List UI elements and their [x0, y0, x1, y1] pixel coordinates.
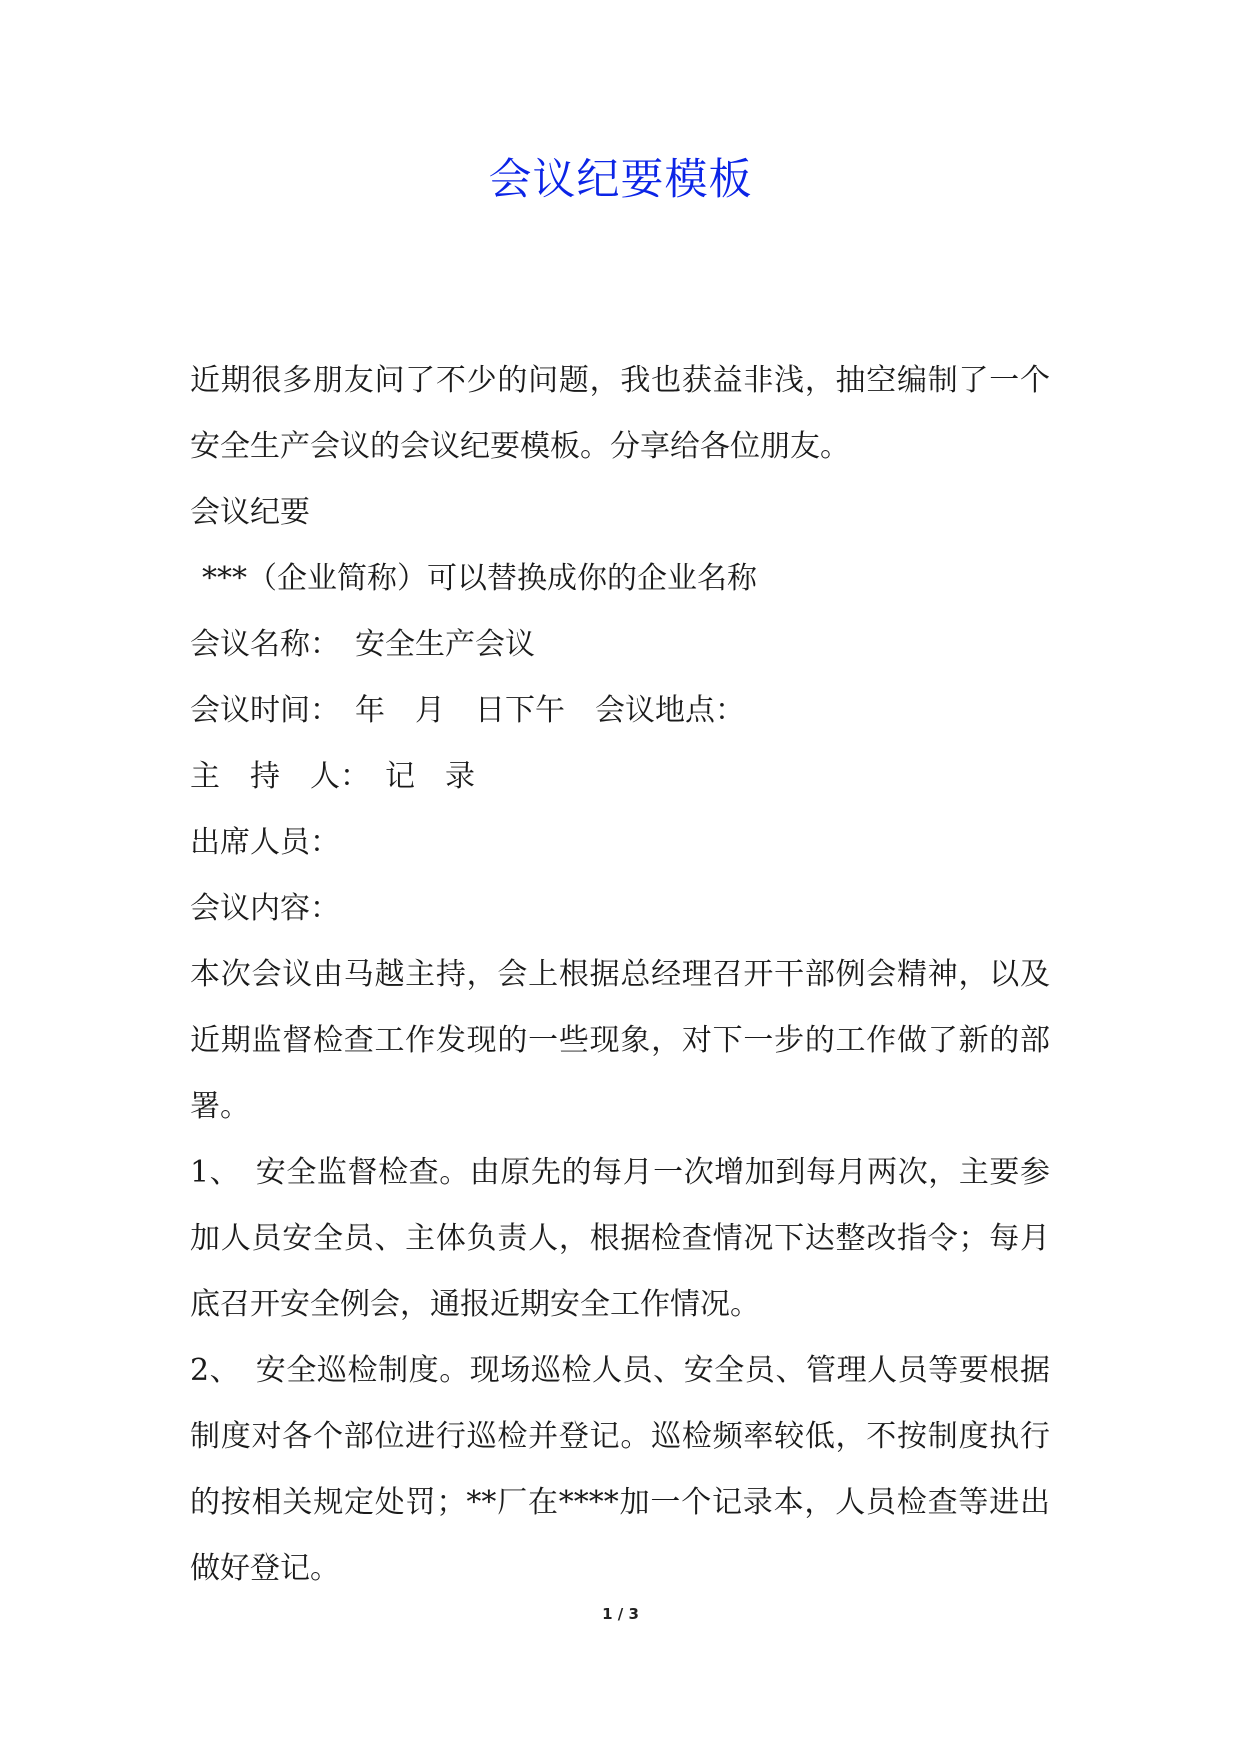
intro-paragraph: 近期很多朋友问了不少的问题，我也获益非浅，抽空编制了一个安全生产会议的会议纪要模板。分享给各位朋友。: [190, 363, 1050, 464]
meeting-name-line: 会议名称： 安全生产会议: [190, 627, 535, 662]
meeting-content-label: 会议内容：: [190, 891, 340, 926]
item-2-paragraph: 2、 安全巡检制度。现场巡检人员、安全员、管理人员等要根据制度对各个部位进行巡检并登记。巡检频率较低，不按制度执行的按相关规定处罚；**厂在****加一个记录本，人员检查等进出做好登记。: [190, 1353, 1050, 1586]
company-placeholder-line: ***（企业简称）可以替换成你的企业名称: [202, 561, 757, 596]
page-number: 1 / 3: [602, 1605, 639, 1623]
attendees-line: 出席人员：: [190, 825, 340, 860]
document-body: [190, 348, 1050, 1602]
summary-paragraph: 本次会议由马越主持，会上根据总经理召开干部例会精神，以及近期监督检查工作发现的一些现象，对下一步的工作做了新的部署。: [190, 957, 1050, 1124]
minutes-heading: 会议纪要: [190, 495, 310, 530]
meeting-time-line: 会议时间： 年 月 日下午 会议地点：: [190, 693, 745, 728]
document-title: 会议纪要模板: [488, 155, 753, 205]
item-1-paragraph: 1、 安全监督检查。由原先的每月一次增加到每月两次，主要参加人员安全员、主体负责人，根据检查情况下达整改指令；每月底召开安全例会，通报近期安全工作情况。: [190, 1155, 1050, 1322]
host-recorder-line: 主 持 人： 记 录: [190, 759, 475, 794]
